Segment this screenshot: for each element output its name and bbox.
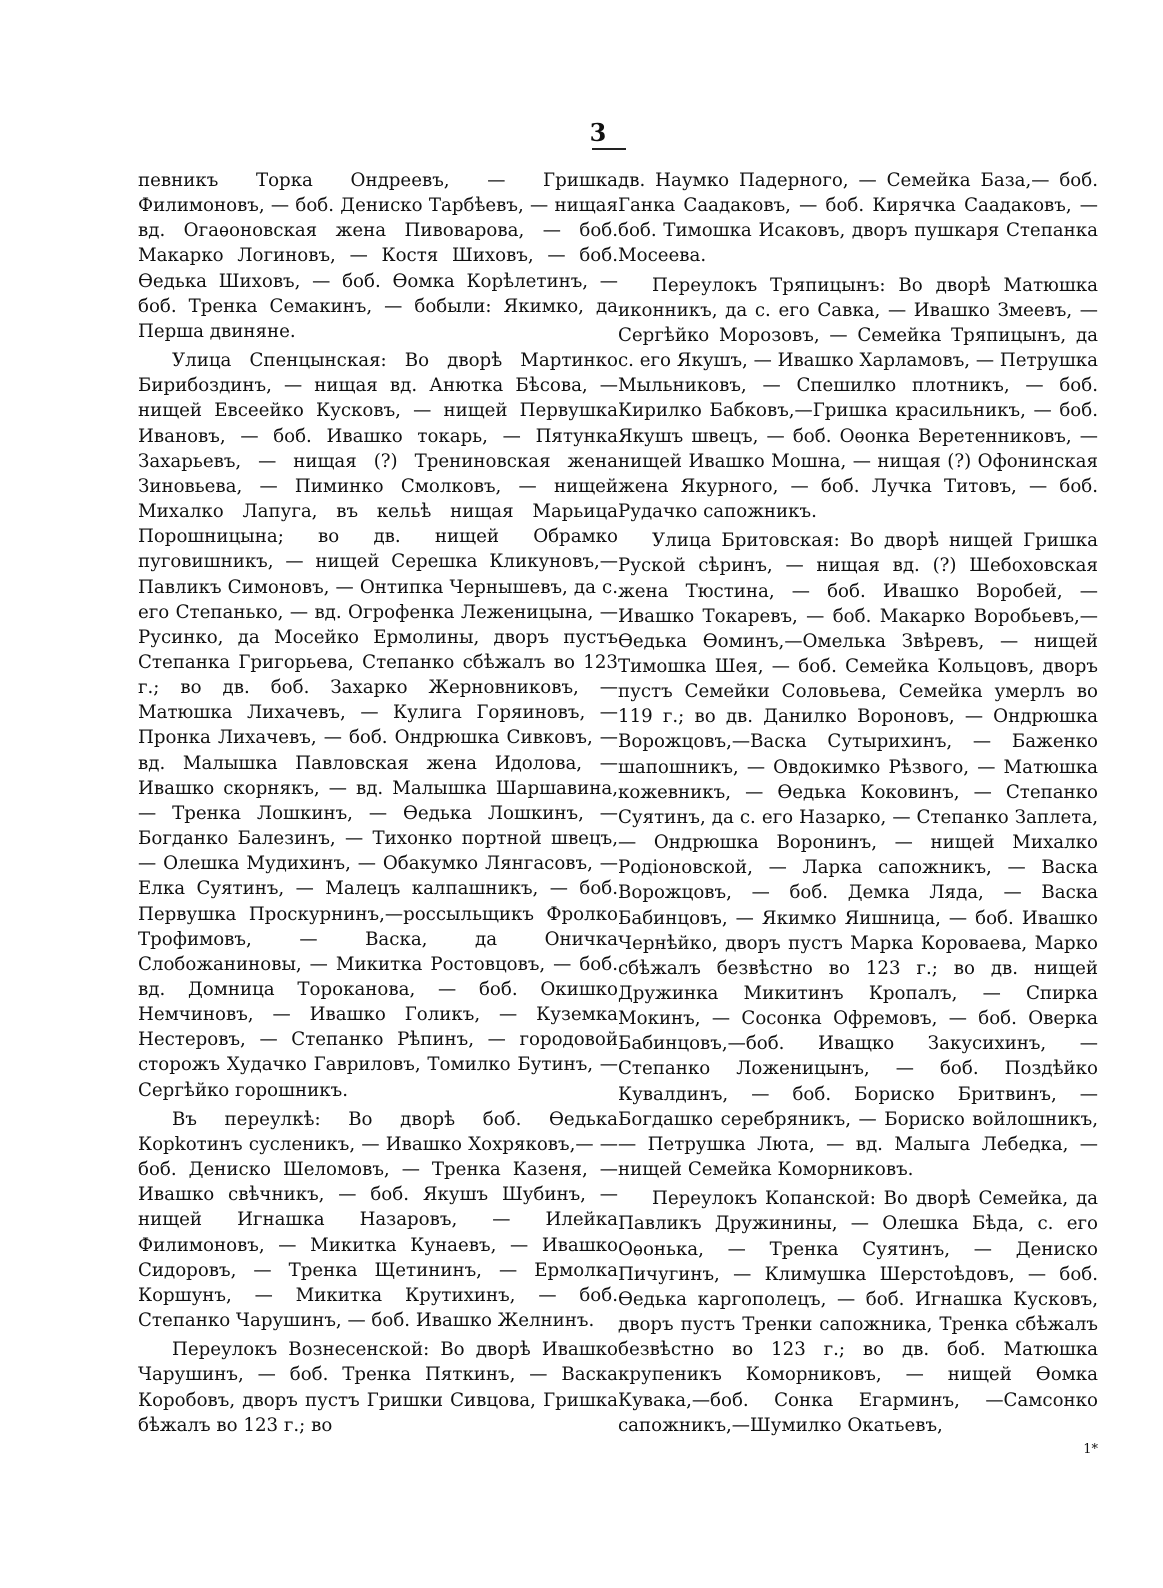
paragraph: дв. Наумко Падерного, — Семейка База,— боб. Ганка Саадаковъ, — боб. Кирячка Саадаковъ, — боб. Тимошка Исаковъ, дворъ пушкаря Степанка Мосеева.: [618, 170, 1098, 267]
paragraph: Улица Бритовская: Во дворѣ нищей Гришка Руской сѣринъ, — нищая вд. (?) Шебоховская жена Тюстина, — боб. Ивашко Воробей, — Ивашко Токаревъ, — боб. Макарко Воробьевъ,—Ѳедька Ѳоминъ,—Омелька Звѣревъ, — нищей Тимошка Шея, — боб. Семейка Кольцовъ, дворъ пустъ Семейки Соловьева, Семейка умерлъ во 119 г.; во дв. Данилко Вороновъ, — Ондрюшка Ворожцовъ,—Васка Сутырихинъ, — Баженко шапошникъ, — Овдокимко Рѣзвого, — Матюшка кожевникъ, — Ѳедька Коковинъ, — Степанко Суятинъ, да с. его Назарко, — Степанко Заплета, — Ондрюшка Воронинъ, — нищей Михалко Родіоновской, — Ларка сапожникъ, — Васка Ворожцовъ, — боб. Демка Ляда, — Васка Бабинцовъ, — Якимко Яишница, — боб. Ивашко Чернѣйко, дворъ пустъ Марка Короваева, Марко сбѣжалъ безвѣстно во 123 г.; во дв. нищей Дружинка Микитинъ Кропалъ, — Спирка Мокинъ, — Сосонка Офремовъ, — боб. Оверка Бабинцовъ,—боб. Иващко Закусихинъ, — Степанко Ложеницынъ, — боб. Поздѣйко Кувалдинъ, — боб. Бориско Бритвинъ, — Богдашко серебряникъ, — Бориско войлошникъ, — Петрушка Люта, — вд. Малыга Лебедка, — нищей Семейка Коморниковъ.: [618, 530, 1098, 1181]
page-number-rule: [592, 148, 626, 150]
paragraph: Переулокъ Вознесенской: Во дворѣ Ивашко Чарушинъ, — боб. Тренка Пяткинъ, — Васка Коробовъ, дворъ пустъ Гришки Сивцова, Гришка бѣжалъ во 123 г.; во: [138, 1339, 618, 1436]
paragraph: Переулокъ Тряпицынъ: Во дворѣ Матюшка иконникъ, да с. его Савка, — Ивашко Змеевъ, — Сергѣйко Морозовъ, — Семейка Тряпицынъ, да с. его Якушъ, — Ивашко Харламовъ, — Петрушка Мыльниковъ, — Спешилко плотникъ, — боб. Кирилко Бабковъ,—Гришка красильникъ, — боб. Якушъ швецъ, — боб. Оѳонка Веретенниковъ, — нищей Ивашко Мошна, — нищая (?) Офонинская жена Якурного, — боб. Лучка Титовъ, — боб. Рудачко сапожникъ.: [618, 274, 1098, 523]
signature-mark: 1*: [1083, 1441, 1098, 1457]
paragraph: Переулокъ Копанской: Во дворѣ Семейка, да Павликъ Дружинины, — Олешка Бѣда, с. его Оѳонька, — Тренка Суятинъ, — Дениско Пичугинъ, — Климушка Шерстоѣдовъ, — боб. Ѳедька каргополецъ, — боб. Игнашка Кусковъ, дворъ пустъ Тренки сапожника, Тренка сбѣжалъ безвѣстно во 123 г.; во дв. боб. Матюшка крупеникъ Коморниковъ, — нищей Ѳомка Кувака,—боб. Сонка Егарминъ, —Самсонко сапожникъ,—Шумилко Окатьевъ,: [618, 1188, 1098, 1436]
paragraph: Въ переулкѣ: Во дворѣ боб. Ѳедька Корkотинъ сусленикъ, — Ивашко Хохряковъ,— — боб. Дениско Шеломовъ, — Тренка Казеня, — Ивашко свѣчникъ, — боб. Якушъ Шубинъ, — нищей Игнашка Назаровъ, — Илейка Филимоновъ, — Микитка Кунаевъ, — Ивашко Сидоровъ, — Тренка Щетининъ, — Ермолка Коршунъ, — Микитка Крутихинъ, — боб. Степанко Чарушинъ, — боб. Ивашко Желнинъ.: [138, 1108, 618, 1332]
paragraph: Улица Спенцынская: Во дворѣ Мартинко Бирибоздинъ, — нищая вд. Анютка Бѣсова, — нищей Евсеейко Кусковъ, — нищей Первушка Ивановъ, — боб. Ивашко токарь, — Пятунка Захарьевъ, — нищая (?) Трениновская жена Зиновьева, — Пиминко Смолковъ, — нищей Михалко Лапуга, въ кельѣ нищая Марьица Порошницына; во дв. нищей Обрамко пуговишникъ, — нищей Серешка Кликуновъ,— Павликъ Симоновъ, — Онтипка Чернышевъ, да с. его Степанько, — вд. Огрофенка Леженицына, — Русинко, да Мосейко Ермолины, дворъ пустъ Степанка Григорьева, Степанко сбѣжалъ во 123 г.; во дв. боб. Захарко Жерновниковъ, — Матюшка Лихачевъ, — Кулига Горяиновъ, — Пронка Лихачевъ, — боб. Ондрюшка Сивковъ, — вд. Малышка Павловская жена Идолова, — Ивашко скорнякъ, — вд. Малышка Шаршавина, — Тренка Лошкинъ, — Ѳедька Лошкинъ, — Богданко Балезинъ, — Тихонко портной швецъ, — Олешка Мудихинъ, — Обакумко Лянгасовъ, — Елка Суятинъ, — Малецъ калпашникъ, — боб. Первушка Проскурнинъ,—росcыльщикъ Фролко Трофимовъ, — Васка, да Оничка Слобожаниновы, — Микитка Ростовцовъ, — боб. вд. Домница Тороканова, — боб. Окишко Немчиновъ, — Ивашко Голикъ, — Куземка Нестеровъ, — Степанко Рѣпинъ, — городовой сторожъ Худачко Гавриловъ, Томилко Бутинъ, — Сергѣйко горошникъ.: [138, 350, 618, 1101]
left-column: [138, 168, 618, 1442]
right-column: [618, 168, 1098, 1458]
page-number: 3: [589, 118, 607, 147]
paragraph: певникъ Торка Ондреевъ, — Гришка Филимоновъ, — боб. Дениско Тарбѣевъ, — нищая вд. Огаѳоновская жена Пивоварова, — боб. Макарко Логиновъ, — Костя Шиховъ, — боб. Ѳедька Шиховъ, — боб. Ѳомка Корѣлетинъ, — боб. Тренка Семакинъ, — бобыли: Якимко, да Перша двиняне.: [138, 170, 618, 342]
